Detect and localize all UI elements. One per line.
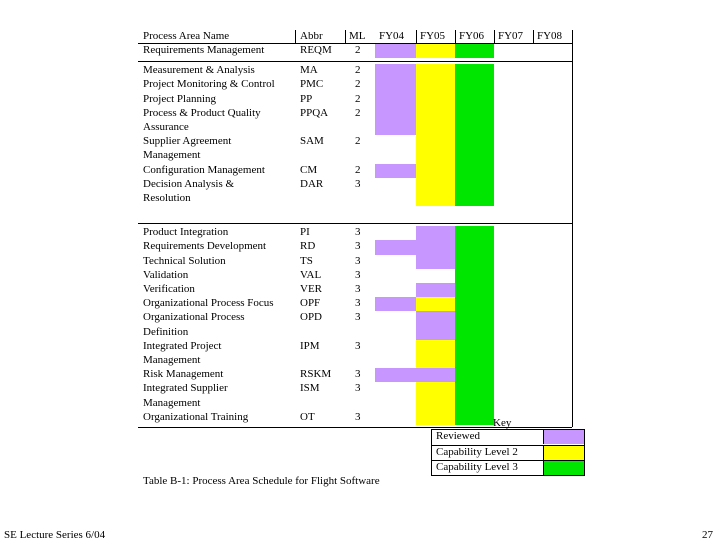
key-label: Reviewed: [436, 430, 480, 442]
band-level3: [455, 255, 494, 269]
page-number: 27: [702, 529, 713, 541]
header-separator: [455, 30, 456, 44]
band-level2: [416, 93, 455, 107]
header-abbr: Abbr: [300, 30, 323, 42]
process-area-name: Requirements Management: [143, 44, 265, 56]
section-rule: [138, 223, 572, 224]
process-area-name: Management: [143, 396, 201, 409]
process-area-abbr: RD: [300, 240, 316, 253]
table-caption: Table B-1: Process Area Schedule for Flight Software: [143, 475, 380, 487]
process-area-name: Product Integration: [143, 226, 229, 239]
maturity-level: 3: [355, 297, 361, 310]
key-swatch-reviewed: [543, 430, 584, 444]
key-swatch-level3: [543, 461, 584, 475]
maturity-level: 3: [355, 339, 361, 352]
band-level3: [455, 78, 494, 92]
process-area-name: Measurement & Analysis: [143, 64, 255, 77]
process-area-abbr: MA: [300, 64, 318, 77]
maturity-level: 3: [355, 410, 361, 423]
header-separator: [295, 30, 296, 44]
band-level3: [455, 226, 494, 240]
header-fy04: FY04: [379, 30, 405, 42]
process-area-abbr: DAR: [300, 177, 324, 190]
maturity-level: 3: [355, 254, 361, 267]
key-row: [432, 430, 584, 444]
process-area-abbr: PI: [300, 226, 310, 239]
key-title: Key: [493, 417, 512, 429]
process-area-abbr: PPQA: [300, 106, 329, 119]
band-reviewed: [375, 368, 416, 382]
band-level2: [416, 382, 455, 410]
band-level2: [416, 64, 455, 78]
process-area-name: Verification: [143, 283, 195, 295]
band-reviewed: [375, 164, 416, 178]
band-level3: [455, 311, 494, 339]
band-level3: [455, 135, 494, 163]
table-right-rule: [572, 30, 573, 427]
process-area-abbr: VAL: [300, 268, 322, 281]
process-area-abbr: VER: [300, 283, 322, 295]
maturity-level: 2: [355, 44, 361, 56]
header-name: Process Area Name: [143, 30, 230, 42]
maturity-level: 2: [355, 64, 361, 77]
band-level3: [455, 178, 494, 206]
footer-series: SE Lecture Series 6/04: [4, 529, 106, 541]
band-reviewed: [375, 93, 416, 107]
maturity-level: 2: [355, 78, 361, 91]
band-level2: [416, 164, 455, 178]
band-level3: [455, 164, 494, 178]
band-level3: [455, 64, 494, 78]
process-area-name: Assurance: [143, 121, 189, 133]
process-area-abbr: PMC: [300, 78, 324, 91]
process-area-abbr: SAM: [300, 135, 324, 148]
band-reviewed: [416, 283, 455, 297]
band-level3: [455, 240, 494, 254]
process-area-abbr: REQM: [300, 44, 332, 56]
key-label: Capability Level 2: [436, 446, 518, 458]
band-reviewed: [375, 107, 416, 135]
band-reviewed: [375, 78, 416, 92]
band-level3: [455, 411, 494, 425]
key-label: Capability Level 3: [436, 461, 518, 473]
maturity-level: 3: [355, 226, 361, 239]
maturity-level: 3: [355, 283, 361, 295]
process-area-name: Technical Solution: [143, 254, 226, 267]
maturity-level: 3: [355, 268, 361, 281]
band-level2: [416, 78, 455, 92]
section-rule: [138, 61, 572, 62]
process-area-name: Validation: [143, 268, 189, 281]
process-area-abbr: TS: [300, 254, 313, 267]
key-swatch-level2: [543, 446, 584, 460]
band-reviewed: [416, 226, 455, 240]
band-level3: [455, 297, 494, 311]
maturity-level: 2: [355, 92, 361, 105]
band-reviewed: [416, 368, 455, 382]
process-area-name: Organizational Process Focus: [143, 297, 274, 310]
band-level2: [416, 411, 455, 425]
process-area-name: Definition: [143, 325, 189, 338]
process-area-abbr: RSKM: [300, 368, 332, 381]
band-reviewed: [375, 64, 416, 78]
process-area-abbr: CM: [300, 163, 318, 176]
band-level3: [455, 382, 494, 410]
band-level3: [455, 340, 494, 368]
key-row: [432, 460, 584, 474]
header-separator: [494, 30, 495, 44]
band-reviewed: [375, 240, 416, 254]
header-ml: ML: [349, 30, 366, 42]
process-area-name: Management: [143, 354, 201, 366]
process-area-name: Organizational Process: [143, 311, 245, 324]
band-reviewed: [375, 44, 416, 58]
band-reviewed: [416, 311, 455, 339]
band-level3: [455, 93, 494, 107]
band-level2: [416, 297, 455, 311]
process-area-abbr: PP: [300, 92, 313, 105]
maturity-level: 2: [355, 163, 361, 176]
process-area-abbr: OPF: [300, 297, 321, 310]
header-rule: [138, 43, 572, 44]
header-fy07: FY07: [498, 30, 524, 42]
process-area-abbr: ISM: [300, 382, 320, 395]
maturity-level: 3: [355, 311, 361, 324]
header-separator: [345, 30, 346, 44]
maturity-level: 2: [355, 106, 361, 119]
band-level2: [416, 107, 455, 135]
header-fy05: FY05: [420, 30, 446, 42]
band-level3: [455, 107, 494, 135]
maturity-level: 3: [355, 368, 361, 381]
process-area-name: Process & Product Quality: [143, 106, 261, 119]
header-separator: [416, 30, 417, 44]
maturity-level: 3: [355, 382, 361, 395]
process-area-name: Requirements Development: [143, 240, 267, 253]
band-reviewed: [416, 240, 455, 254]
key-legend: [431, 429, 585, 476]
band-level2: [416, 340, 455, 368]
key-row: [432, 445, 584, 459]
process-area-name: Organizational Training: [143, 410, 249, 423]
process-area-name: Management: [143, 149, 201, 162]
maturity-level: 3: [355, 177, 361, 190]
process-area-name: Decision Analysis &: [143, 177, 235, 190]
band-level3: [455, 368, 494, 382]
process-area-name: Project Planning: [143, 92, 217, 105]
band-level3: [455, 44, 494, 58]
process-area-name: Risk Management: [143, 368, 224, 381]
header-fy06: FY06: [459, 30, 485, 42]
header-separator: [533, 30, 534, 44]
band-reviewed: [416, 255, 455, 269]
header-fy08: FY08: [537, 30, 563, 42]
band-level3: [455, 283, 494, 297]
process-area-name: Integrated Supplier: [143, 382, 228, 395]
band-level3: [455, 269, 494, 283]
maturity-level: 3: [355, 240, 361, 253]
process-area-name: Project Monitoring & Control: [143, 78, 275, 91]
band-level2: [416, 44, 455, 58]
process-area-abbr: OPD: [300, 311, 323, 324]
process-area-abbr: IPM: [300, 339, 320, 352]
process-area-name: Integrated Project: [143, 339, 222, 352]
process-area-name: Supplier Agreement: [143, 135, 232, 148]
process-area-abbr: OT: [300, 410, 315, 423]
process-area-name: Resolution: [143, 192, 191, 204]
band-level2: [416, 178, 455, 206]
band-reviewed: [375, 297, 416, 311]
band-level2: [416, 135, 455, 163]
process-area-name: Configuration Management: [143, 163, 265, 176]
maturity-level: 2: [355, 135, 361, 148]
